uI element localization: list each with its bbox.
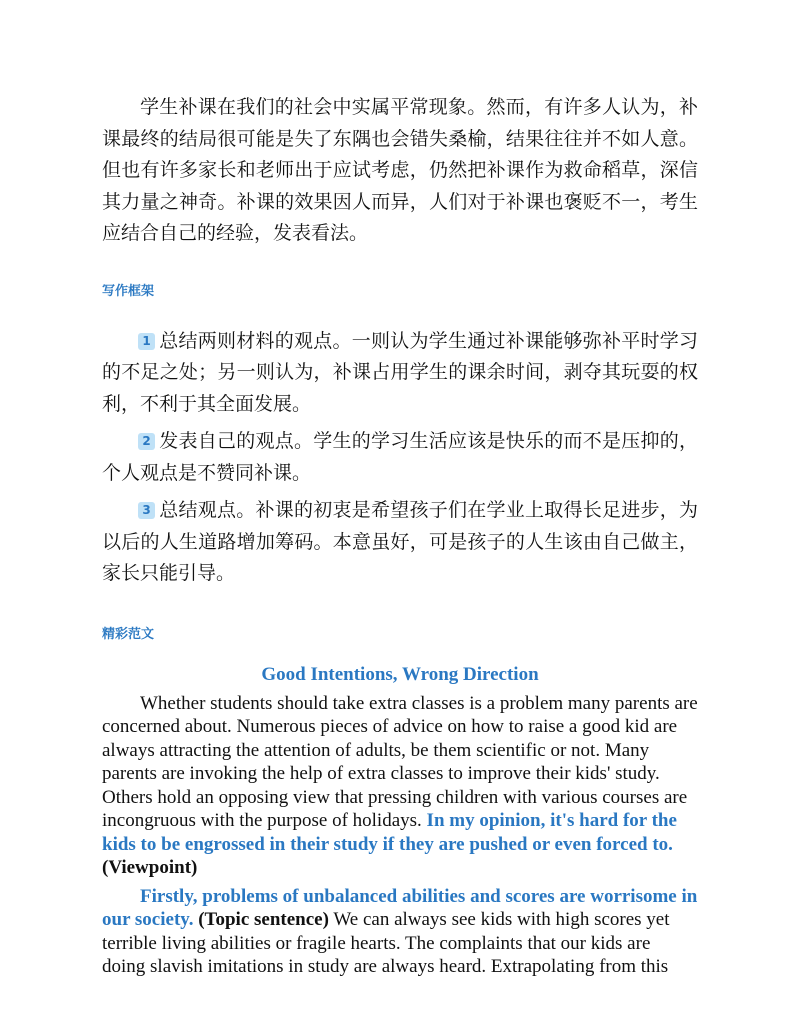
essay-paragraph-2 (102, 885, 698, 979)
viewpoint-sentence: In my opinion, it's hard for the kids to be engrossed in their study if they are pushed or even forced to. (102, 810, 677, 855)
framework-item-3-text: 总结观点。补课的初衷是希望孩子们在学业上取得长足进步，为以后的人生道路增加筹码。本意虽好，可是孩子的人生该由自己做主，家长只能引导。 (102, 499, 698, 584)
number-badge-3: 3 (138, 502, 155, 519)
viewpoint-tag: (Viewpoint) (102, 857, 198, 878)
framework-item-2-text: 发表自己的观点。学生的学习生活应该是快乐的而不是压抑的，个人观点是不赞同补课。 (102, 430, 698, 484)
framework-item-3 (102, 495, 698, 590)
sample-heading: 精彩范文 (102, 626, 155, 642)
intro-paragraph: 学生补课在我们的社会中实属平常现象。然而，有许多人认为，补课最终的结局很可能是失了东隅也会错失桑榆，结果往往并不如人意。但也有许多家长和老师出于应试考虑，仍然把补课作为救命稻草，深信其力量之神奇。补课的效果因人而异，人们对于补课也褒贬不一，考生应结合自己的经验，发表看法。 (102, 96, 698, 244)
framework-item-1 (102, 326, 698, 421)
essay-p1-text: Whether students should take extra classes is a problem many parents are concerned about. Numerous pieces of advice on how to raise a good kid are always attracting the attention of adults, be them scientific or not. Many parents are invoking the help of extra classes to improve their kids' study. Others hold an opposing view that pressing children with various courses are incongruous with the purpose of holidays. (102, 692, 698, 831)
framework-item-2 (102, 426, 698, 489)
number-badge-1: 1 (138, 333, 155, 350)
essay-p2-text: We can always see kids with high scores yet terrible living abilities or fragile hearts. The complaints that our kids are doing slavish imitations in study are always heard. Extrapolating from this (102, 909, 670, 977)
document-page (102, 92, 698, 979)
essay-paragraph-1 (102, 692, 698, 880)
framework-heading: 写作框架 (102, 283, 155, 299)
framework-item-1-text: 总结两则材料的观点。一则认为学生通过补课能够弥补平时学习的不足之处；另一则认为，补课占用学生的课余时间，剥夺其玩耍的权利，不利于其全面发展。 (102, 329, 698, 415)
number-badge-2: 2 (138, 433, 155, 450)
topic-sentence-tag: (Topic sentence) (198, 909, 329, 930)
topic-sentence: Firstly, problems of unbalanced abilities and scores are worrisome in our society. (102, 885, 698, 930)
essay-title: Good Intentions, Wrong Direction (261, 663, 539, 685)
